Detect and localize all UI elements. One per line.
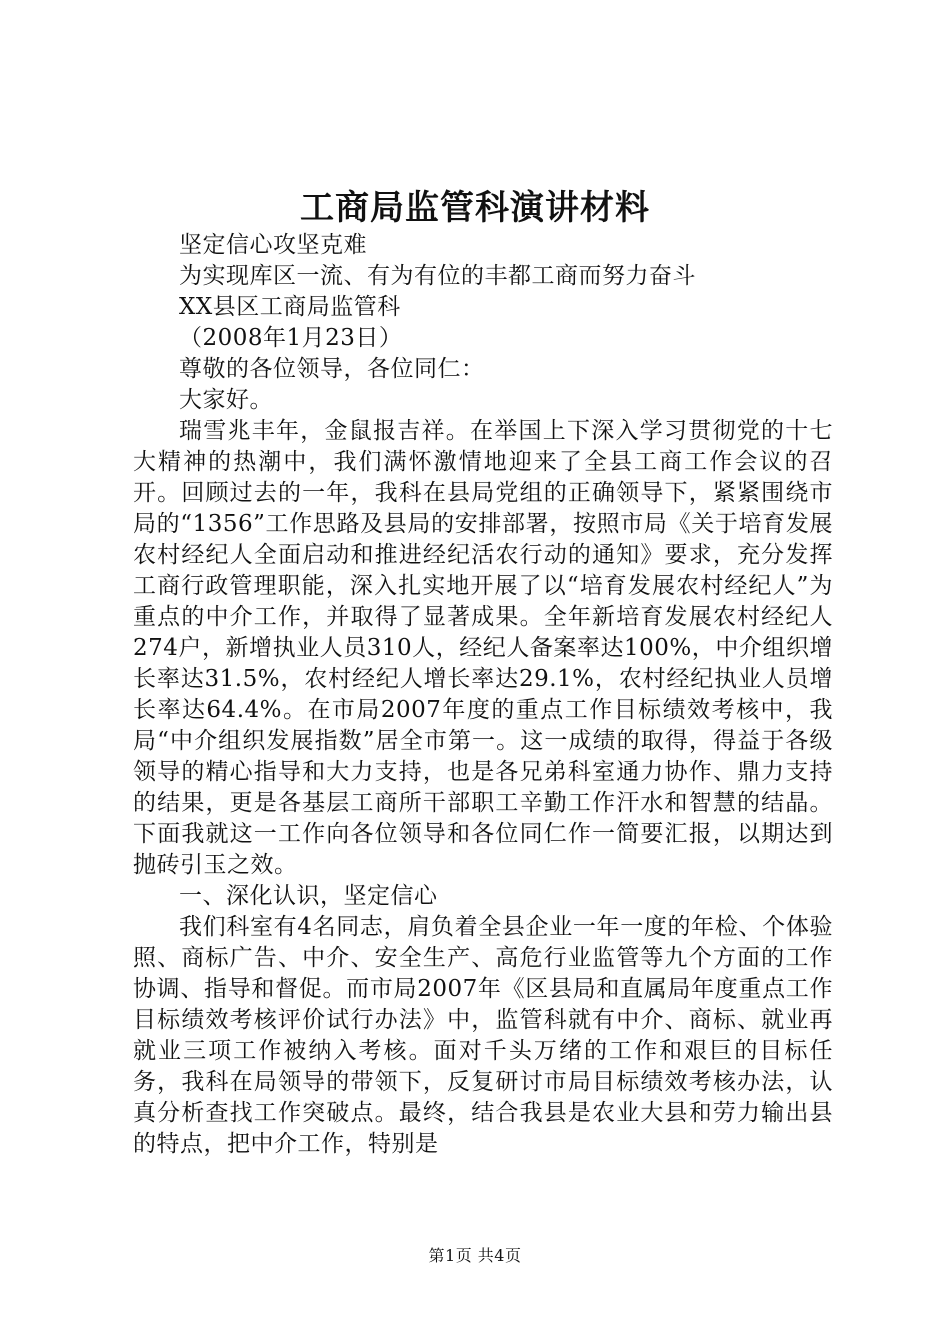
paragraph-1: 瑞雪兆丰年，金鼠报吉祥。在举国上下深入学习贯彻党的十七大精神的热潮中，我们满怀激情地迎来了全县工商工作会议的召开。回顾过去的一年，我科在县局党组的正确领导下，紧紧围绕市局的“1356”工作思路及县局的安排部署，按照市局《关于培育发展农村经纪人全面启动和推进经纪活农行动的通知》要求，充分发挥工商行政管理职能，深入扎实地开展了以“培育发展农村经纪人”为重点的中介工作，并取得了显著成果。全年新培育发展农村经纪人274户，新增执业人员310人，经纪人备案率达100%，中介组织增长率达31.5%，农村经纪人增长率达29.1%，农村经纪执业人员增长率达64.4%。在市局2007年度的重点工作目标绩效考核中，我局“中介组织发展指数”居全市第一。这一成绩的取得，得益于各级领导的精心指导和大力支持，也是各兄弟科室通力协作、鼎力支持的结果，更是各基层工商所干部职工辛勤工作汗水和智慧的结晶。下面我就这一工作向各位领导和各位同仁作一简要汇报，以期达到抛砖引玉之效。 (133, 418, 833, 878)
subtitle-line-2: 为实现库区一流、有为有位的丰都工商而努力奋斗 (179, 263, 696, 289)
greeting: 大家好。 (179, 387, 273, 413)
section-heading-1: 一、深化认识，坚定信心 (179, 883, 438, 909)
document-title: 工商局监管科演讲材料 (300, 188, 650, 228)
author-line: XX县区工商局监管科 (179, 294, 401, 320)
document-body (133, 230, 833, 1160)
subtitle-line-1: 坚定信心攻坚克难 (179, 232, 367, 258)
date-line: （2008年1月23日） (179, 325, 403, 351)
paragraph-2: 我们科室有4名同志，肩负着全县企业一年一度的年检、个体验照、商标广告、中介、安全生产、高危行业监管等九个方面的工作协调、指导和督促。而市局2007年《区县局和直属局年度重点工作目标绩效考核评价试行办法》中，监管科就有中介、商标、就业再就业三项工作被纳入考核。面对千头万绪的工作和艰巨的目标任务，我科在局领导的带领下，反复研讨市局目标绩效考核办法，认真分析查找工作突破点。最终，结合我县是农业大县和劳力输出县的特点，把中介工作，特别是 (133, 914, 833, 1157)
page-footer: 第1页 共4页 (428, 1246, 522, 1265)
salutation: 尊敬的各位领导，各位同仁： (179, 356, 485, 382)
